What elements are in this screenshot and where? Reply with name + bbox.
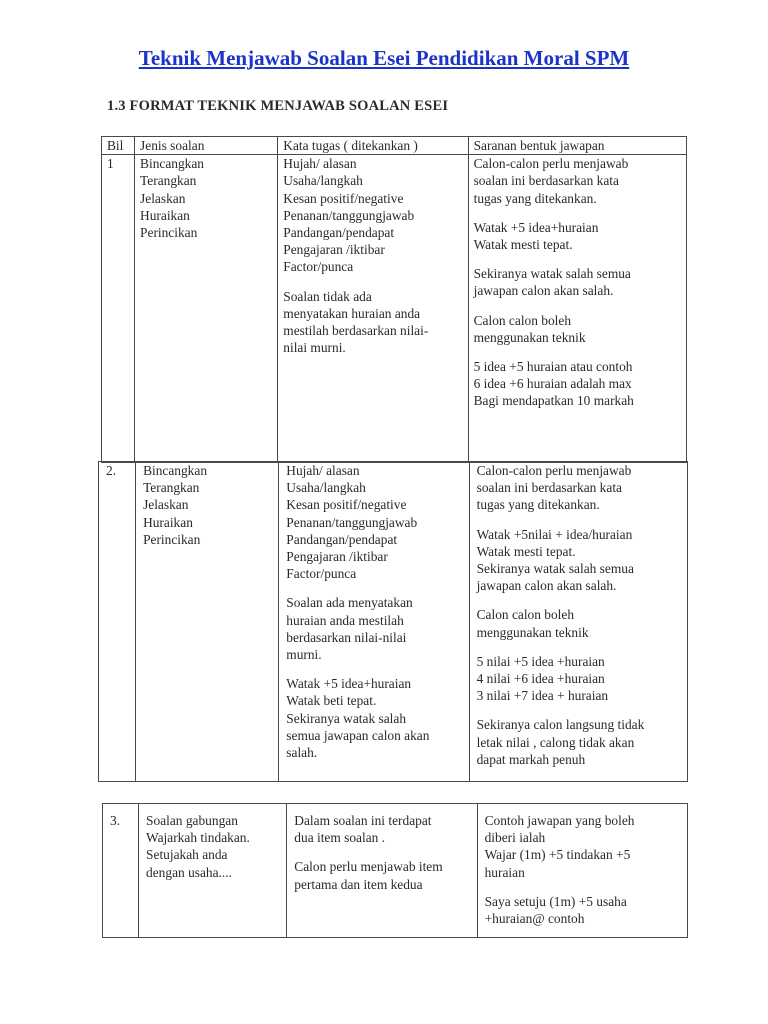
text-line: Factor/punca (283, 259, 354, 275)
text-line: Sekiranya watak salah semua (473, 266, 631, 282)
text-line: Bincangkan (140, 156, 205, 172)
text-line: 6 idea +6 huraian adalah max (473, 376, 632, 392)
text-line: Perincikan (140, 225, 198, 241)
text-line: jawapan calon akan salah. (476, 578, 617, 594)
text-line: dua item soalan . (294, 830, 386, 846)
text-line: 5 nilai +5 idea +huraian (476, 653, 605, 669)
text-line: huraian (484, 864, 525, 880)
text-line: Huraikan (143, 514, 193, 530)
text-line: Jelaskan (143, 497, 189, 513)
row-number: 1 (102, 155, 135, 463)
text-line: Soalan ada menyatakan (286, 595, 413, 611)
text-line: berdasarkan nilai-nilai (286, 629, 407, 645)
saranan-cell (468, 155, 686, 463)
text-line: Watak mesti tepat. (473, 237, 573, 253)
text-line: Perincikan (143, 531, 201, 547)
text-line: Factor/punca (286, 566, 357, 582)
text-line: mestilah berdasarkan nilai- (283, 323, 429, 339)
text-line: Pandangan/pendapat (283, 225, 395, 241)
text-line: salah. (286, 745, 318, 761)
text-line: letak nilai , calong tidak akan (476, 734, 635, 750)
text-line: menggunakan teknik (476, 624, 589, 640)
text-line: Setujakah anda (146, 847, 228, 863)
text-line: Penanan/tanggungjawab (283, 207, 415, 223)
text-line: menyatakan huraian anda (283, 305, 421, 321)
text-line: murni. (286, 647, 322, 663)
text-line: Calon calon boleh (473, 312, 572, 328)
text-line: Saya setuju (1m) +5 usaha (484, 893, 627, 909)
text-line: 4 nilai +6 idea +huraian (476, 671, 605, 687)
text-line: +huraian@ contoh (484, 911, 585, 927)
text-line: Huraikan (140, 207, 190, 223)
text-line: Terangkan (140, 173, 197, 189)
text-line: Wajar (1m) +5 tindakan +5 (484, 847, 631, 863)
saranan-cell (477, 804, 687, 938)
text-line: Bagi mendapatkan 10 markah (473, 393, 634, 409)
text-line: Pengajaran /iktibar (286, 549, 388, 565)
page-title: Teknik Menjawab Soalan Esei Pendidikan Moral SPM (138, 46, 630, 70)
text-line: jawapan calon akan salah. (473, 283, 614, 299)
text-line: tugas yang ditekankan. (473, 190, 597, 206)
header-kata-tugas: Kata tugas ( ditekankan ) (278, 137, 468, 155)
text-line: tugas yang ditekankan. (476, 497, 600, 513)
text-line: menggunakan teknik (473, 329, 586, 345)
header-saranan: Saranan bentuk jawapan (468, 137, 686, 155)
jenis-soalan-cell (135, 155, 278, 463)
text-line: Bincangkan (143, 463, 208, 478)
text-line: Soalan gabungan (146, 813, 238, 828)
text-line: semua jawapan calon akan (286, 727, 430, 743)
text-line: Sekiranya watak salah (286, 710, 407, 726)
format-table-part-1 (101, 136, 687, 463)
text-line: huraian anda mestilah (286, 612, 404, 628)
text-line: diberi ialah (484, 830, 546, 846)
text-line: soalan ini berdasarkan kata (473, 173, 619, 189)
text-line: soalan ini berdasarkan kata (476, 480, 622, 496)
format-table-part-3 (102, 803, 688, 938)
text-line: 3 nilai +7 idea + huraian (476, 688, 609, 704)
text-line: Calon-calon perlu menjawab (473, 156, 629, 172)
table-header-row (102, 137, 687, 155)
text-line: 5 idea +5 huraian atau contoh (473, 359, 633, 375)
header-jenis-soalan: Jenis soalan (135, 137, 278, 155)
jenis-soalan-cell (139, 804, 287, 938)
text-line: Soalan tidak ada (283, 288, 372, 304)
text-line: Calon-calon perlu menjawab (476, 463, 632, 478)
text-line: Penanan/tanggungjawab (286, 514, 418, 530)
text-line: Watak +5nilai + idea/huraian (476, 526, 633, 542)
jenis-soalan-cell (136, 462, 279, 782)
text-line: Wajarkah tindakan. (146, 830, 250, 846)
text-line: pertama dan item kedua (294, 876, 423, 892)
text-line: nilai murni. (283, 340, 346, 356)
text-line: Usaha/langkah (283, 173, 363, 189)
row-number: 3. (103, 804, 139, 938)
text-line: Terangkan (143, 480, 200, 496)
text-line: Dalam soalan ini terdapat (294, 813, 432, 828)
text-line: Usaha/langkah (286, 480, 366, 496)
table-row (103, 804, 688, 938)
format-table-part-2 (98, 461, 688, 782)
text-line: dapat markah penuh (476, 751, 586, 767)
text-line: Watak mesti tepat. (476, 543, 576, 559)
text-line: Calon calon boleh (476, 607, 575, 623)
text-line: Pandangan/pendapat (286, 531, 398, 547)
text-line: Calon perlu menjawab item (294, 859, 443, 875)
row-number: 2. (99, 462, 136, 782)
text-line: Kesan positif/negative (286, 497, 407, 513)
saranan-cell (469, 462, 687, 782)
text-line: Sekiranya watak salah semua (476, 561, 634, 577)
text-line: Kesan positif/negative (283, 190, 404, 206)
text-line: Hujah/ alasan (286, 463, 360, 478)
text-line: Sekiranya calon langsung tidak (476, 717, 645, 733)
text-line: Jelaskan (140, 190, 186, 206)
text-line: Hujah/ alasan (283, 156, 357, 172)
text-line: Watak beti tepat. (286, 693, 377, 709)
section-heading: 1.3 FORMAT TEKNIK MENJAWAB SOALAN ESEI (107, 98, 449, 114)
text-line: Watak +5 idea+huraian (286, 676, 412, 692)
kata-tugas-cell (278, 155, 468, 463)
text-line: Watak +5 idea+huraian (473, 219, 599, 235)
table-row (102, 155, 687, 463)
header-bil: Bil (102, 137, 135, 155)
text-line: Contoh jawapan yang boleh (484, 813, 635, 828)
text-line: dengan usaha.... (146, 864, 232, 880)
kata-tugas-cell (279, 462, 469, 782)
text-line: Pengajaran /iktibar (283, 242, 385, 258)
kata-tugas-cell (287, 804, 477, 938)
table-row (99, 462, 688, 782)
